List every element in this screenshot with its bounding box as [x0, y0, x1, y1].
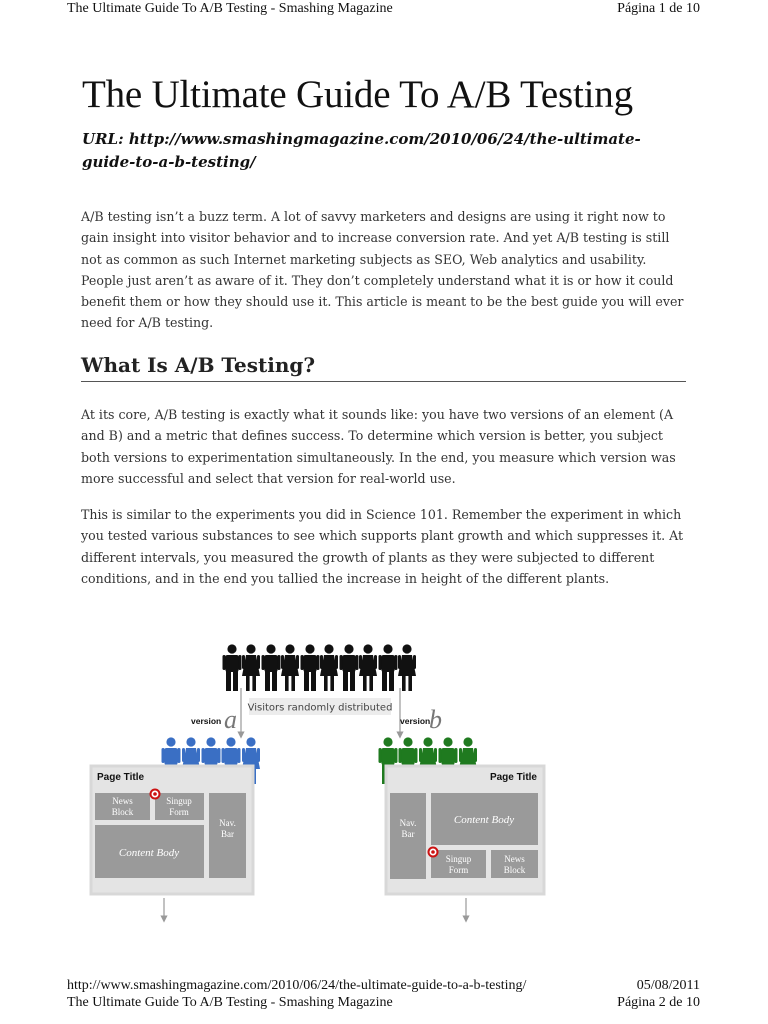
- layout-b-news-label-1: News: [504, 854, 525, 864]
- layout-b-page-title: Page Title: [489, 772, 537, 783]
- layout-b-content-label: Content Body: [453, 814, 515, 826]
- layout-a-nav-label-1: Nav.: [219, 818, 236, 828]
- article-url-line-2: guide-to-a-b-testing/: [82, 153, 256, 171]
- version-b-letter: b: [429, 705, 442, 734]
- paragraph-2: This is similar to the experiments you did in Science 101. Remember the experiment in which you tested various substances to see which supports plant growth and which suppresses it. At different intervals, you measured the growth of plants as they were subjected to different conditions, and in the end you tallied the increase in height of the different plants.: [81, 507, 684, 586]
- layout-b-signup-label-2: Form: [448, 865, 469, 875]
- page-title: The Ultimate Guide To A/B Testing: [82, 73, 633, 116]
- layout-b-signup-label-1: Singup: [445, 854, 472, 864]
- layout-b-target-icon: [428, 847, 439, 858]
- footer-date: 05/08/2011: [636, 978, 700, 993]
- visitors-label: Visitors randomly distributed: [247, 702, 393, 714]
- article-url[interactable]: [82, 128, 692, 174]
- layout-a-content-label: Content Body: [118, 847, 180, 859]
- header-doc-title: The Ultimate Guide To A/B Testing - Smashing Magazine: [67, 1, 393, 16]
- ab-testing-diagram: [85, 632, 550, 932]
- layout-b: [386, 766, 544, 894]
- paragraph-1: At its core, A/B testing is exactly what it sounds like: you have two versions of an element (A and B) and a metric that defines success. To determine which version is better, you subject both versions to experimentation simultaneously. In the end, you measure which version was more successful and select that version for real-world use.: [81, 407, 676, 486]
- layout-a-news-label-1: News: [112, 796, 133, 806]
- version-b-word: version: [400, 716, 431, 726]
- version-a-word: version: [191, 716, 222, 726]
- layout-b-news-label-2: Block: [503, 865, 526, 875]
- section-heading: What Is A/B Testing?: [81, 353, 686, 382]
- layout-b-nav-label-2: Bar: [401, 829, 415, 839]
- visitors-group: [223, 644, 417, 691]
- header-page-number: Página 1 de 10: [617, 1, 700, 16]
- layout-a-signup-label-2: Form: [169, 807, 189, 817]
- layout-a-target-icon: [150, 789, 161, 800]
- layout-a-nav-label-2: Bar: [221, 829, 234, 839]
- version-a-letter: a: [224, 705, 237, 734]
- layout-a: [91, 766, 253, 894]
- footer-doc-title: The Ultimate Guide To A/B Testing - Smashing Magazine: [67, 995, 393, 1010]
- layout-a-news-label-2: Block: [111, 807, 134, 817]
- layout-a-page-title: Page Title: [97, 772, 145, 783]
- article-url-line-1: URL: http://www.smashingmagazine.com/2010/06/24/the-ultimate-: [82, 130, 641, 148]
- footer-page-number: Página 2 de 10: [617, 995, 700, 1010]
- intro-paragraph: A/B testing isn’t a buzz term. A lot of savvy marketers and designs are using it right now to gain insight into visitor behavior and to increase conversion rate. And yet A/B testing is still not as common as such Internet marketing subjects as SEO, Web analytics and usability. People just aren’t as aware of it. They don’t completely understand what it is or how it could benefit them or how they should use it. This article is meant to be the best guide you will ever need for A/B testing.: [81, 209, 684, 331]
- footer-url[interactable]: http://www.smashingmagazine.com/2010/06/24/the-ultimate-guide-to-a-b-testing/: [67, 978, 527, 993]
- layout-a-signup-label-1: Singup: [166, 796, 192, 806]
- layout-b-nav-label-1: Nav.: [399, 818, 417, 828]
